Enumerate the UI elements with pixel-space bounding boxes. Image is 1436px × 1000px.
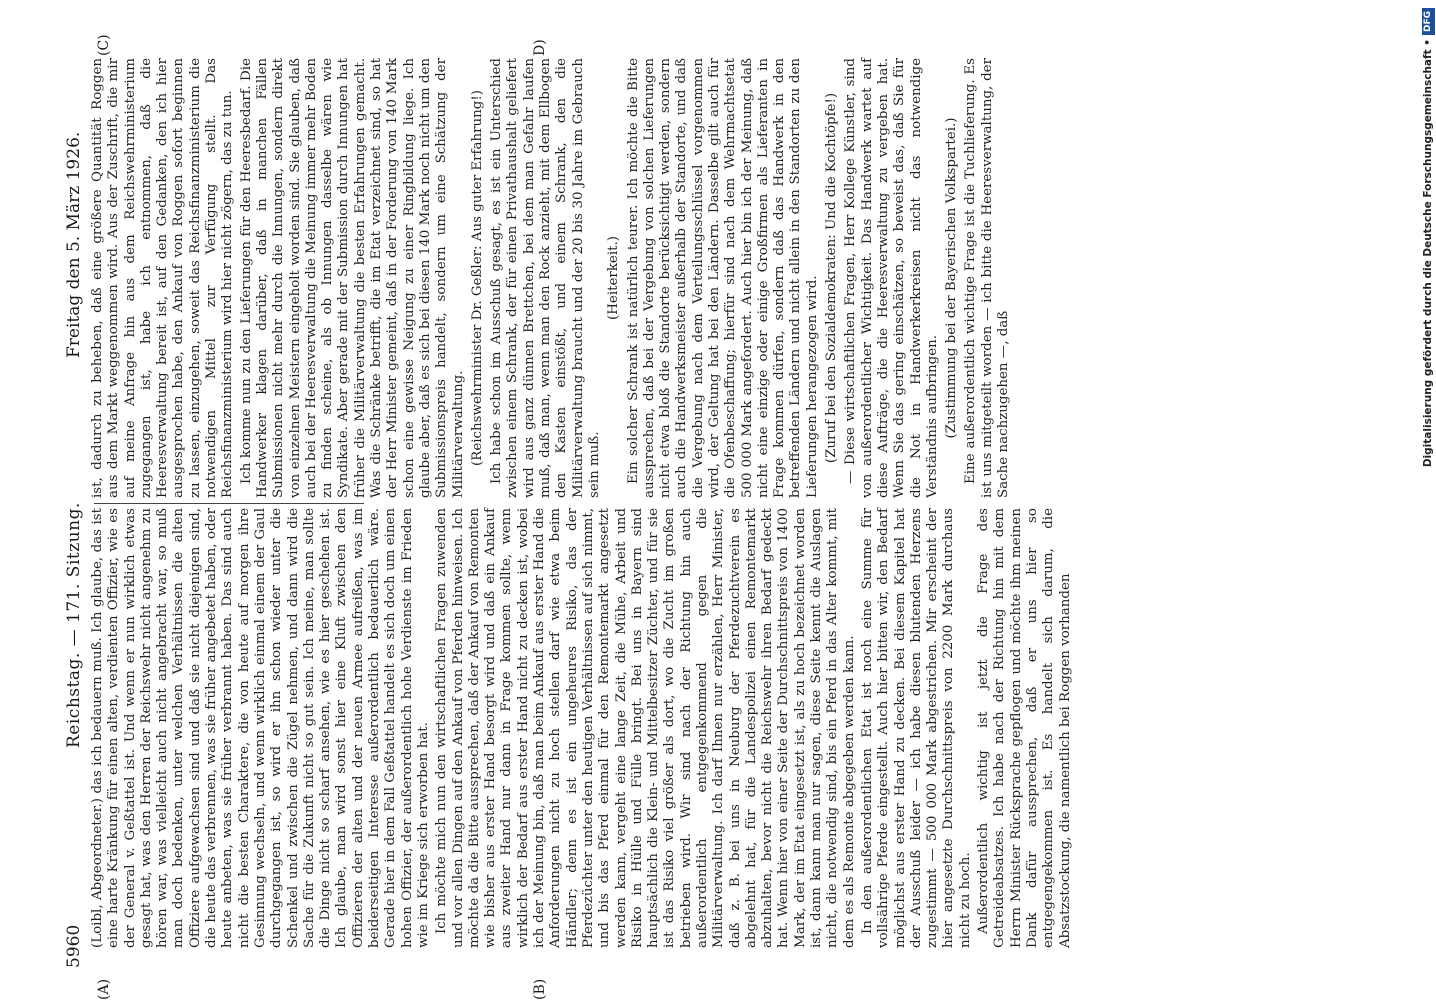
text-column-left xyxy=(90,508,1073,948)
paragraph: — Diese wirtschaftlichen Fragen, Herr Kollege Künstler, sind von außerordentlicher Wichtigkeit. Das Handwerk wartet auf diese Aufträge, die die Heeresverwaltung zu vergeben hat. Wenn Sie das gering einschätzen, so beweist das, daß Sie für die Not in Handwerkerkreisen nicht das notwendige Verständnis aufbringen. xyxy=(843,58,940,498)
paragraph: ist, dadurch zu beheben, daß eine größere Quantität Roggen aus dem Markt weggenommen wird. Aus der Zuschrift, die mir auf meine Anfrage hin aus dem Reichswehrministerium zugegangen ist, habe ich entnommen, daß die Heeresverwaltung bereit ist, auf den Gedanken, den ich hier ausgesprochen habe, den Ankauf von Roggen sofort beginnen zu lassen, einzugehen, soweit das Reichsfinanzministerium die notwendigen Mittel zur Verfügung stellt. Das Reichsfinanzministerium wird hier nicht zögern, das zu tun. xyxy=(90,58,236,498)
paragraph: (Loibl, Abgeordneter.) das ich bedauern muß. Ich glaube, das ist eine harte Kränkung für einen alten, verdienten Offizier, wie es der General v. Geßtattel ist. Und wenn er nun wirklich etwas gesagt hat, was den Herren der Reichswehr nicht angenehm zu hören war, was vielleicht auch nicht angebracht war, so muß man doch bedenken, unter welchen Verhältnissen die alten Offiziere aufgewachsen sind und daß sie nicht diejenigen sind, die heute das verbrennen, was sie früher angebetet haben, oder heute anbeten, was sie früher verbrannt haben. Das sind auch nicht die besten Charaktere, die von heute auf morgen ihre Gesinnung wechseln, und wenn wirklich einmal einem der Gaul durchgegangen ist, so wird er ihn schon wieder unter die Schenkel und zwischen die Zügel nehmen, und dann wird die Sache für die Zukunft nicht so gut sein. Ich meine, man sollte die Dinge nicht so scharf ansehen, wie es hier geschehen ist. Ich glaube, man wird sonst hier eine Kluft zwischen den Offizieren der alten und der neuen Armee aufreißen, was im beiderseitigen Interesse außerordentlich bedauerlich wäre. Gerade hier in dem Fall Geßtattel handelt es sich doch um einen hohen Offizier, der außerordentlich hohe Verdienste im Frieden wie im Kriege sich erworben hat. xyxy=(90,508,431,948)
paragraph: Ich habe schon im Ausschuß gesagt, es ist ein Unterschied zwischen einem Schrank, der für einen Privathaushalt geliefert wird aus ganz dünnen Brettchen, bei dem man Gefahr laufen muß, daß man, wenn man den Rock anzieht, mit dem Ellbogen den Kasten einstößt, und einem Schrank, den die Militärverwaltung braucht und der 20 bis 30 Jahre im Gebrauch sein muß. xyxy=(489,58,602,498)
page-header xyxy=(60,48,90,978)
page-number: 5960 xyxy=(64,924,84,968)
margin-marker-a: (A) xyxy=(96,978,112,1000)
paragraph: In den außerordentlichen Etat ist noch eine Summe für vollsährige Pferde eingestellt. Auch hier bitten wir, den Bedarf möglichst aus erster Hand zu decken. Bei diesem Kapitel hat der Ausschuß leider — ich habe diesen blutenden Herzens zugestimmt — 500 000 Mark abgestrichen. Mir erscheint der hier angesetzte Durchschnittspreis von 2200 Mark durchaus nicht zu hoch. xyxy=(859,508,973,948)
interjection: (Reichswehrminister Dr. Geßler: Aus guter Erfahrung!) xyxy=(469,90,485,466)
paragraph: Ich möchte mich nun den wirtschaftlichen Fragen zuwenden und vor allen Dingen auf den Ankauf von Pferden hinweisen. Ich möchte da die Bitte aussprechen, daß der Ankauf von Remonten wie bisher aus erster Hand besorgt wird und daß ein Ankauf aus zweiter Hand nur dann in Frage kommen sollte, wenn wirklich der Bedarf aus erster Hand nicht zu decken ist, wobei ich der Meinung bin, daß man beim Ankauf aus erster Hand die Anforderungen nicht zu hoch stellen darf wie etwa beim Händler; denn es ist ein ungeheures Risiko, das der Pferdezüchter unter den heutigen Verhältnissen auf sich nimmt, und bis das Pferd einmal für den Remontemarkt angesetzt werden kann, vergeht eine lange Zeit, die Mühe, Arbeit und Risiko in Hülle und Fülle bringt. Bei uns in Bayern sind hauptsächlich die Klein- und Mittelbesitzer Züchter, und für sie ist das Risiko viel größer als dort, wo die Zucht im großen betrieben wird. Wir sind nach der Richtung hin auch außerordentlich entgegenkommend gegen die Militärverwaltung. Ich darf Ihnen nur erzählen, Herr Minister, daß z. B. bei uns in Neuburg der Pferdezuchtverein es abgelehnt hat, für die Landespolizei einen Remontemarkt abzuhalten, bevor nicht die Reichswehr ihren Bedarf gedeckt hat. Wenn hier von einer Seite der Durchschnittspreis von 1400 Mark, der im Etat eingesetzt ist, als zu hoch bezeichnet worden ist, dann kann man nur sagen, diese Seite kennt die Auslagen nicht, die notwendig sind, bis ein Pferd in das Alter kommt, mit dem es als Remonte abgegeben werden kann. xyxy=(434,508,857,948)
credit-text: Digitalisierung gefördert durch die Deutsche Forschungsgemeinschaft • xyxy=(1422,39,1434,468)
dfg-logo: DFG xyxy=(1422,8,1435,35)
margin-marker-b: (B) xyxy=(532,978,548,1000)
interjection: (Zuruf bei den Sozialdemokraten: Und die Kochtöpfe!) xyxy=(824,92,840,464)
session-date: Freitag den 5. März 1926. xyxy=(64,131,84,358)
credit-line xyxy=(1420,8,1436,698)
paragraph: Außerordentlich wichtig ist jetzt die Frage des Getreideabsatzes. Ich habe nach der Richtung hin mit dem Herrn Minister Rücksprache gepflogen und möchte ihm meinen Dank dafür aussprechen, daß er uns hier so entgegengekommen ist. Es handelt sich darum, die Absatzstockung, die namentlich bei Roggen vorhanden xyxy=(976,508,1073,948)
column-divider xyxy=(94,503,364,504)
interjection: (Heiterkeit.) xyxy=(606,236,622,320)
paragraph: Ich komme nun zu den Lieferungen für den Heeresbedarf. Die Handwerker klagen darüber, daß in manchen Fällen Submissionen nicht mehr durch die Innungen, sondern direkt von einzelnen Meistern eingeholt worden sind. Sie glauben, daß auch bei der Heeresverwaltung die Meinung immer mehr Boden zu finden scheine, als ob Innungen dasselbe wären wie Syndikate. Aber gerade mit der Submission durch Innungen hat früher die Militärverwaltung die besten Erfahrungen gemacht. Was die Schränke betrifft, die im Etat verzeichnet sind, so hat der Herr Minister gemeint, daß in der Forderung von 140 Mark schon eine gewisse Neigung zu einer Ringbildung liege. Ich glaube aber, daß es sich bei diesen 140 Mark noch nicht um den Submissionspreis handelt, sondern um eine Schätzung der Militärverwaltung. xyxy=(238,58,466,498)
page-title: Reichstag. — 171. Sitzung. xyxy=(64,502,84,748)
paragraph: Ein solcher Schrank ist natürlich teurer. Ich möchte die Bitte aussprechen, daß bei der Vergebung von solchen Lieferungen nicht etwa bloß die Standorte berücksichtigt werden, sondern auch die Handwerksmeister außerhalb der Standorte, und daß die Vergebung nach dem Verteilungsschlüssel vorgenommen wird, der Geltung hat bei den Ländern. Dasselbe gilt auch für die Ofenbeschaffung; hierfür sind nach dem Wehrmachtsetat 500 000 Mark angefordert. Auch hier bin ich der Meinung, daß nicht eine einzige oder einige Großfirmen als Lieferanten in Frage kommen dürfen, sondern daß das Handwerk in den betreffenden Ländern und nicht allein in den Standorten zu den Lieferungen herangezogen wird. xyxy=(625,58,820,498)
margin-marker-c: (C) xyxy=(96,34,112,56)
paragraph: Eine außerordentlich wichtige Frage ist die Tuchlieferung. Es ist uns mitgeteilt worden — ich bitte die Heeresverwaltung, der Sache nachzugehen —, daß xyxy=(963,58,1012,498)
interjection: (Zustimmung bei der Bayerischen Volkspartei.) xyxy=(944,117,960,439)
digitization-credit xyxy=(1418,8,1434,698)
rotated-document-page xyxy=(60,34,1360,1000)
text-column-right xyxy=(90,58,1012,498)
margin-marker-d: D) xyxy=(532,39,548,56)
